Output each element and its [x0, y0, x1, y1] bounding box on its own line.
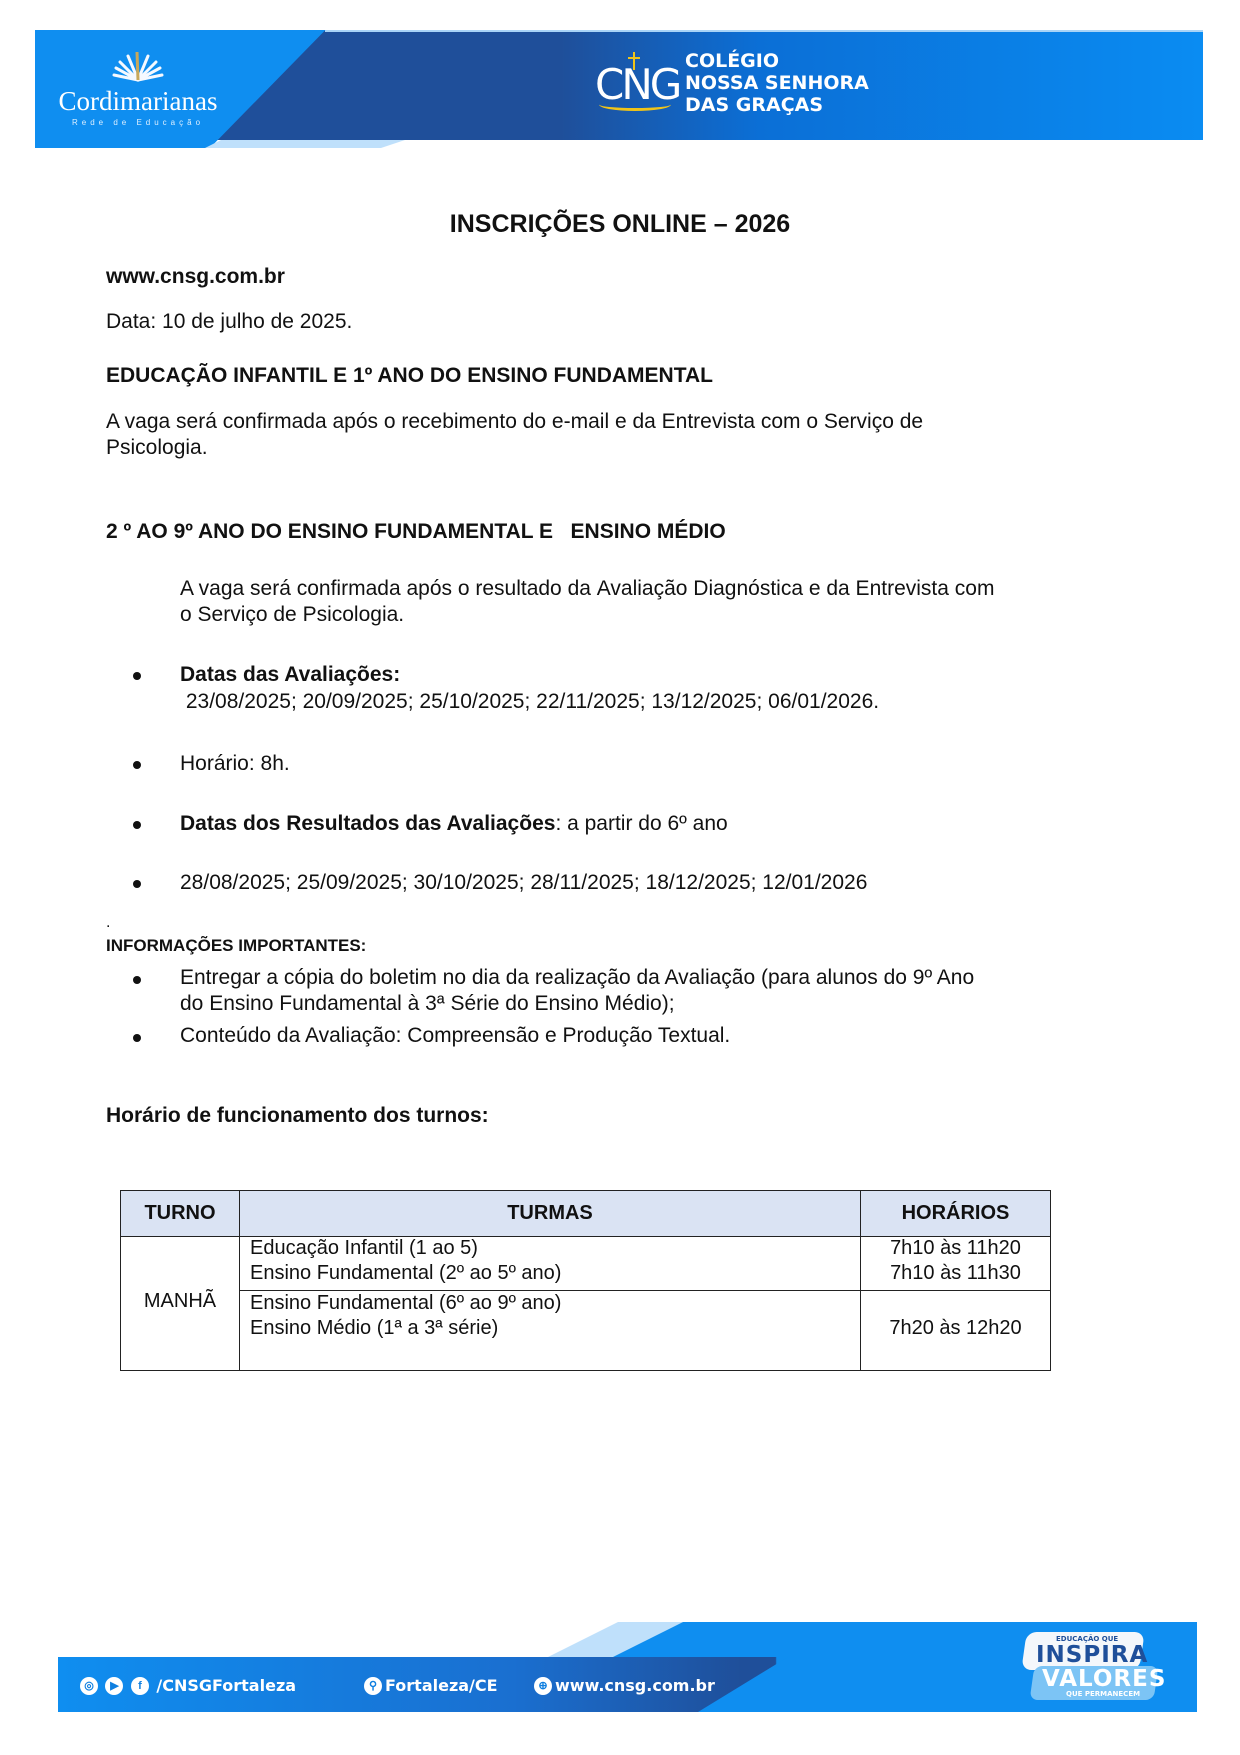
badge-line2: VALORES [1042, 1666, 1167, 1692]
badge-top-text: EDUCAÇÃO QUE [1056, 1635, 1119, 1643]
table-header-turno: TURNO [144, 1202, 216, 1224]
schedule-heading: Horário de funcionamento dos turnos: [106, 1104, 489, 1127]
important-item1-line2: do Ensino Fundamental à 3ª Série do Ensino Médio); [180, 992, 675, 1015]
instagram-icon[interactable]: ◎ [80, 1677, 98, 1695]
turma-cell: Ensino Fundamental (2º ao 5º ano) [250, 1262, 562, 1284]
cnsg-title-line: NOSSA SENHORA [685, 72, 869, 94]
stray-dot: . [106, 914, 111, 931]
social-handle[interactable]: /CNSGFortaleza [156, 1676, 297, 1695]
footer-location [364, 1676, 498, 1695]
bullet-avaliacoes-label: Datas das Avaliações: [180, 663, 401, 686]
section2-heading: 2 º AO 9º ANO DO ENSINO FUNDAMENTAL E ENSINO MÉDIO [106, 520, 726, 543]
section2-text-line1 [180, 577, 994, 601]
footer-social[interactable] [80, 1676, 296, 1695]
dates-text: 23/08/2025; 20/09/2025; 25/10/2025; 22/11/2025; 13/12/2025; 06/01/2026. [185, 690, 880, 713]
cordimarianas-logo [53, 48, 223, 127]
cnsg-logo [595, 50, 869, 116]
cordimarianas-name: Cordimarianas [58, 86, 218, 116]
cnsg-mark-letters: CNG [595, 60, 680, 109]
badge-bottom-text: QUE PERMANECEM [1066, 1690, 1141, 1698]
header-banner [35, 30, 1203, 148]
page-title: INSCRIÇÕES ONLINE – 2026 [449, 210, 791, 238]
bullet-icon [133, 672, 141, 680]
turma-cell: Educação Infantil (1 ao 5) [250, 1237, 478, 1259]
section2-text-line2: o Serviço de Psicologia. [180, 603, 405, 626]
cnsg-title-line: DAS GRAÇAS [685, 94, 824, 116]
cnsg-title [685, 50, 869, 116]
footer-website-link[interactable]: www.cnsg.com.br [555, 1676, 715, 1695]
footer-banner [58, 1622, 1197, 1712]
bullet-icon [133, 976, 141, 984]
horario-cell: 7h10 às 11h20 [890, 1237, 1021, 1259]
open-book-icon [53, 48, 223, 86]
cnsg-mark-icon [595, 52, 680, 114]
website-link[interactable]: www.cnsg.com.br [106, 265, 285, 288]
header-light-strip [205, 140, 405, 148]
bullet-resultados [180, 812, 728, 836]
footer-website[interactable] [534, 1676, 715, 1695]
bullet-avaliacoes-dates [180, 690, 879, 714]
section1-text-line2: Psicologia. [106, 436, 208, 459]
facebook-icon[interactable]: f [131, 1677, 149, 1695]
text-part: A vaga será confirmada após o resultado da [180, 577, 597, 600]
header-top-line [325, 30, 1203, 32]
cordimarianas-subtitle: Rede de Educação [71, 118, 205, 127]
slogan-badge [1018, 1632, 1168, 1704]
location-text: Fortaleza/CE [385, 1676, 498, 1695]
bullet-icon [133, 821, 141, 829]
bullet-icon [133, 761, 141, 769]
turma-cell: Ensino Médio (1ª a 3ª série) [250, 1317, 499, 1339]
text-part: Diagnóstica e da Entrevista com [687, 577, 995, 600]
section1-heading: EDUCAÇÃO INFANTIL E 1º ANO DO ENSINO FUNDAMENTAL [106, 364, 713, 387]
location-pin-icon: ⚲ [364, 1677, 382, 1695]
section1-text-line1: A vaga será confirmada após o recebimento do e-mail e da Entrevista com o Serviço de [106, 410, 924, 433]
schedule-table [120, 1190, 1051, 1371]
bullet-horario: Horário: 8h. [180, 752, 290, 775]
important-item1-line1: Entregar a cópia do boletim no dia da realização da Avaliação (para alunos do 9º Ano [180, 966, 975, 989]
bullet-icon [133, 880, 141, 888]
resultados-label: Datas dos Resultados das Avaliações [180, 812, 556, 835]
swoosh-icon [599, 98, 671, 111]
youtube-icon[interactable]: ▶ [105, 1677, 123, 1695]
document-date: Data: 10 de julho de 2025. [106, 310, 353, 333]
text-part-emphasis: Avaliação [596, 577, 688, 600]
horario-cell: 7h10 às 11h30 [890, 1262, 1021, 1284]
badge-line1: INSPIRA [1036, 1642, 1149, 1668]
horario-cell: 7h20 às 12h20 [889, 1317, 1022, 1339]
bullet-resultados-dates: 28/08/2025; 25/09/2025; 30/10/2025; 28/11/2025; 18/12/2025; 12/01/2026 [180, 871, 868, 894]
resultados-value: : a partir do 6º ano [555, 812, 728, 835]
important-item2: Conteúdo da Avaliação: Compreensão e Produção Textual. [180, 1024, 731, 1047]
turno-cell: MANHÃ [143, 1290, 217, 1312]
globe-icon: ⊕ [534, 1677, 552, 1695]
table-header-horarios: HORÁRIOS [901, 1202, 1010, 1224]
table-header-turmas: TURMAS [507, 1202, 593, 1224]
cnsg-title-line: COLÉGIO [685, 50, 779, 72]
bullet-icon [133, 1034, 141, 1042]
important-heading: INFORMAÇÕES IMPORTANTES: [106, 936, 367, 955]
turma-cell: Ensino Fundamental (6º ao 9º ano) [250, 1292, 562, 1314]
